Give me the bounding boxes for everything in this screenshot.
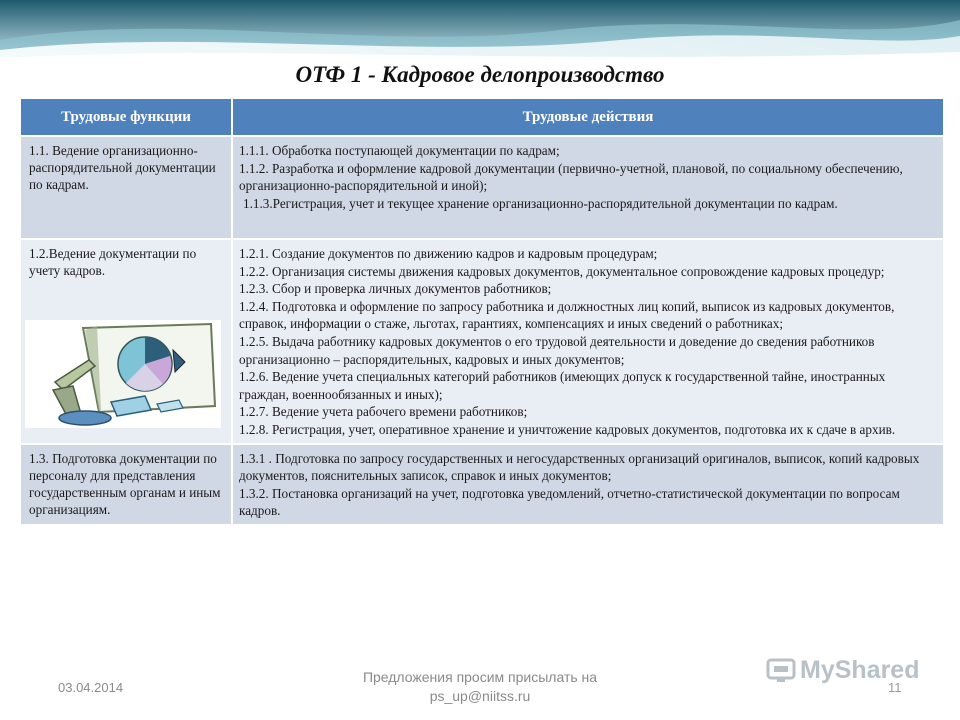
- action-item: 1.1.1. Обработка поступающей документации по кадрам;: [239, 143, 560, 158]
- footer-note-line: Предложения просим присылать на: [362, 669, 598, 685]
- table-header-row: [20, 98, 944, 136]
- footer-date: 03.04.2014: [58, 680, 124, 695]
- function-cell: 1.3. Подготовка документации по персоналу для представления государственным органам и иным организациям.: [20, 444, 232, 525]
- action-item: 1.3.1 . Подготовка по запросу государственных и негосударственных организаций оригиналов, выписок, копий кадровых документов, пояснительных записок, справок и иных документов;: [239, 450, 920, 484]
- header-wave-banner: [0, 0, 960, 62]
- watermark-text: MyShared: [800, 656, 920, 684]
- action-item: 1.2.1. Создание документов по движению кадров и кадровым процедурам;: [239, 246, 658, 261]
- table-row: [20, 136, 944, 239]
- action-item: 1.2.8. Регистрация, учет, оперативное хранение и уничтожение кадровых документов, подготовка их к сдаче в архив.: [239, 421, 896, 437]
- actions-cell: [232, 136, 944, 239]
- footer-note: [330, 668, 630, 706]
- function-text: 1.2.Ведение документации по учету кадров.: [29, 246, 197, 278]
- action-item: 1.2.3. Сбор и проверка личных документов работников;: [239, 281, 552, 297]
- action-item: 1.1.2. Разработка и оформление кадровой документации (первично-учетной, плановой, по социальному обеспечению, организационно-распорядительной и иной);: [239, 160, 903, 194]
- labor-functions-table: [19, 97, 945, 526]
- footer-email: ps_up@niitss.ru: [429, 688, 531, 704]
- function-cell: 1.1. Ведение организационно-распорядительной документации по кадрам.: [20, 136, 232, 239]
- page-number: 11: [888, 680, 902, 695]
- action-item: 1.1.3.Регистрация, учет и текущее хранение организационно-распорядительной документации по кадрам.: [243, 195, 838, 211]
- pie-chart-presentation-clipart-icon: [25, 320, 221, 428]
- table-row: [20, 239, 944, 444]
- action-item: 1.2.5. Выдача работнику кадровых документов о его трудовой деятельности и доведение до сведения работников организационно – распорядительных, кадровых и иных документов;: [239, 333, 875, 367]
- table-row: [20, 444, 944, 525]
- slide-title: ОТФ 1 - Кадровое делопроизводство: [295, 62, 665, 87]
- action-item: 1.2.6. Ведение учета специальных категорий работников (имеющих допуск к государственной тайне, иностранных граждан, военнообязанных и иных);: [239, 369, 886, 402]
- actions-cell: [232, 444, 944, 525]
- action-item: 1.3.2. Постановка организаций на учет, подготовка уведомлений, отчетно-статистической документации по вопросам кадров.: [239, 485, 900, 519]
- myshared-logo-icon: [766, 658, 796, 684]
- action-item: 1.2.4. Подготовка и оформление по запросу работника и должностных лиц копий, выписок из кадровых документов, справок, информации о стаже, льготах, гарантиях, компенсациях и иных сведений о работниках;: [239, 298, 895, 332]
- column-header-actions: Трудовые действия: [232, 98, 944, 136]
- function-cell: [20, 239, 232, 444]
- actions-cell: [232, 239, 944, 444]
- action-item: 1.2.2. Организация системы движения кадровых документов, документальное сопровождение кадровых процедур;: [239, 263, 885, 279]
- column-header-functions: Трудовые функции: [20, 98, 232, 136]
- action-item: 1.2.7. Ведение учета рабочего времени работников;: [239, 404, 528, 420]
